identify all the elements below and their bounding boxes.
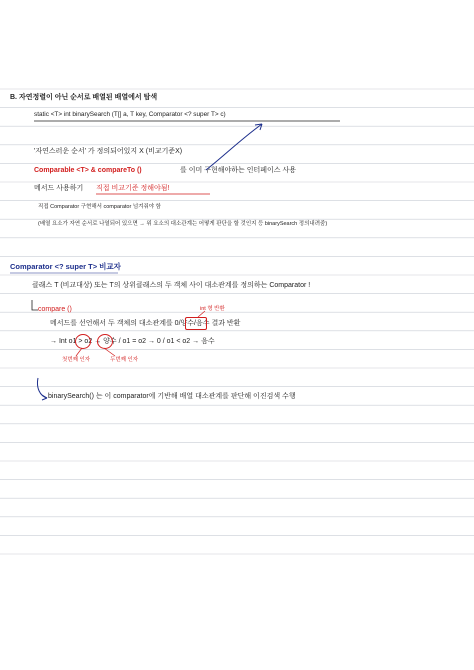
bullet-direct-criteria: 직접 비교기준 정해야됨! (96, 185, 170, 192)
binarysearch-signature: static <T> int binarySearch (T[] a, T key, Comparator <? super T> c) (34, 111, 226, 118)
final-binarysearch-note: binarySearch() 는 이 comparator에 기반해 배열 대소관계를 판단해 이진검색 수행 (48, 393, 296, 400)
compare-result-line: → Int o1 > o2 → 양수 / o1 = o2 → 0 / o1 < o2 → 음수 (50, 338, 215, 345)
annotation-second-arg: 두번째 인자 (110, 357, 139, 363)
bullet-comparable: Comparable <T> & compareTo () (34, 167, 142, 174)
sub-note-explanation: (배열 요소가 자연 순서로 나열되어 있으면 → 위 요소의 대소관계는 어떻게 판단을 할 것인지 등 binarySearch 정의내려줌) (38, 221, 328, 227)
annotation-int-return: int 형 반환 (200, 306, 225, 312)
sub-note-comparator: 직접 Comparator 구현해서 comparator 넘겨줘야 함 (38, 204, 161, 210)
bullet-natural-order: '자연스러운 순서' 가 정의되어있지 X (비교기준X) (34, 148, 183, 155)
section-b-title: B. 자연정렬이 아닌 순서로 배열된 배열에서 탐색 (10, 94, 158, 101)
annotation-first-arg: 첫번째 인자 (62, 357, 91, 363)
comparator-title: Comparator <? super T> 비교자 (10, 262, 121, 271)
comparator-description: 클래스 T (비교대상) 또는 T의 상위클래스의 두 객체 사이 대소관계를 정의하는 Comparator ! (32, 282, 311, 289)
bullet-comparable-rest: 를 이미 구현해야하는 인터페이스 사용 (180, 167, 296, 174)
bullet-method-use: 메서드 사용하기 (34, 185, 84, 192)
compare-description: 메서드를 선언해서 두 객체의 대소관계를 0/양수/음수 결과 반환 (50, 320, 241, 327)
compare-method-label: compare () (38, 306, 72, 313)
